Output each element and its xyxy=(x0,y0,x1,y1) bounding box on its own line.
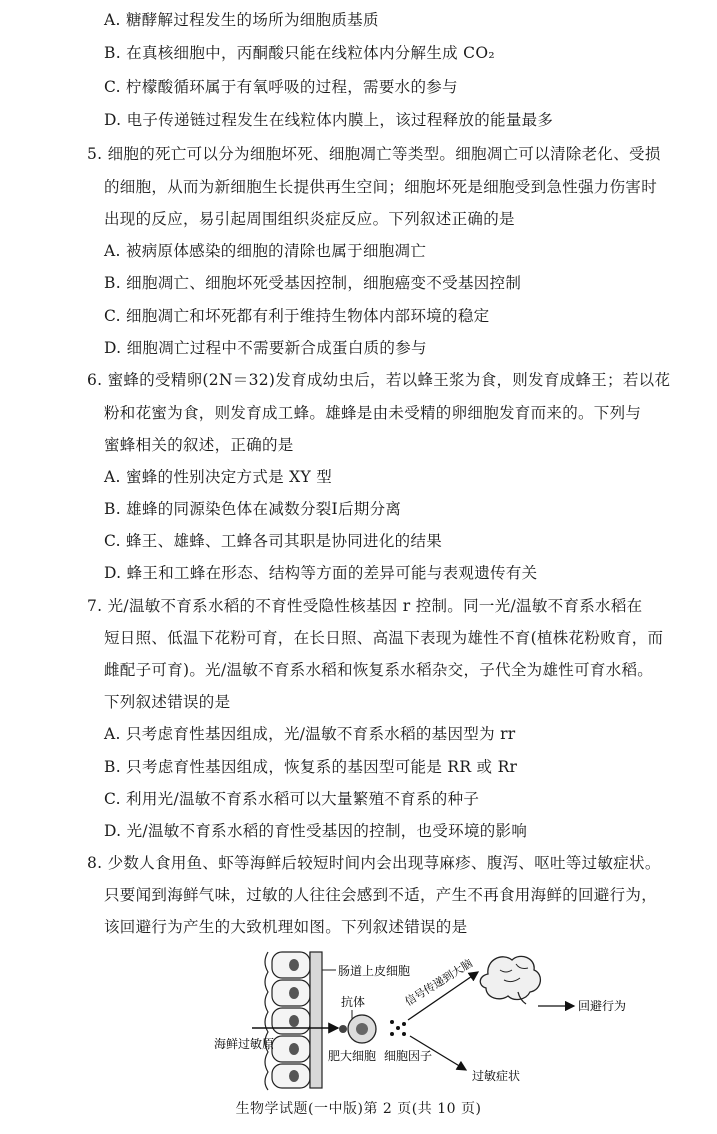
allergen-label: 海鲜过敏原 xyxy=(214,1037,275,1051)
q6-option-d: D. 蜂王和工蜂在形态、结构等方面的差异可能与表观遗传有关 xyxy=(104,564,538,582)
q8-stem-line: 8. 少数人食用鱼、虾等海鲜后较短时间内会出现荨麻疹、腹泻、呕吐等过敏症状。 xyxy=(87,854,661,872)
q5-option-a: A. 被病原体感染的细胞的清除也属于细胞凋亡 xyxy=(104,242,427,260)
mast-cell xyxy=(339,1015,376,1043)
q6-stem-line: 粉和花蜜为食，则发育成工蜂。雄蜂是由未受精的卵细胞发育而来的。下列与 xyxy=(104,404,642,422)
q6-option-b: B. 雄蜂的同源染色体在减数分裂Ⅰ后期分离 xyxy=(104,500,402,518)
q4-option-d: D. 电子传递链过程发生在线粒体内膜上，该过程释放的能量最多 xyxy=(104,111,554,129)
antibody-label: 抗体 xyxy=(341,995,366,1009)
q7-stem-line: 短日照、低温下花粉可育，在长日照、高温下表现为雄性不育(植株花粉败育，而 xyxy=(104,629,664,647)
avoidance-label: 回避行为 xyxy=(578,999,627,1013)
q6-stem-line: 6. 蜜蜂的受精卵(2N＝32)发育成幼虫后，若以蜂王浆为食，则发育成蜂王；若以花 xyxy=(87,371,671,389)
allergy-mechanism-figure xyxy=(0,948,717,1092)
mast-cell-label: 肥大细胞 xyxy=(328,1049,377,1063)
q6-option-a: A. 蜜蜂的性别决定方式是 XY 型 xyxy=(104,468,333,486)
signal-label: 信号传递到大脑 xyxy=(402,956,475,1009)
q7-stem-line: 下列叙述错误的是 xyxy=(104,693,231,711)
brain-icon xyxy=(480,956,540,1004)
q7-stem-line: 雌配子可育)。光/温敏不育系水稻和恢复系水稻杂交，子代全为雄性可育水稻。 xyxy=(104,661,654,679)
q7-option-c: C. 利用光/温敏不育系水稻可以大量繁殖不育系的种子 xyxy=(104,790,480,808)
q7-option-a: A. 只考虑育性基因组成，光/温敏不育系水稻的基因型为 rr xyxy=(104,725,516,743)
q4-option-a: A. 糖酵解过程发生的场所为细胞质基质 xyxy=(104,11,379,29)
q6-stem-line: 蜜蜂相关的叙述，正确的是 xyxy=(104,436,294,454)
cell-factor-label: 细胞因子 xyxy=(384,1049,433,1063)
q4-option-b: B. 在真核细胞中，丙酮酸只能在线粒体内分解生成 CO₂ xyxy=(104,44,495,62)
q7-option-d: D. 光/温敏不育系水稻的育性受基因的控制，也受环境的影响 xyxy=(104,822,528,840)
q5-stem-line: 出现的反应，易引起周围组织炎症反应。下列叙述正确的是 xyxy=(104,210,515,228)
q8-stem-line: 只要闻到海鲜气味，过敏的人往往会感到不适，产生不再食用海鲜的回避行为， xyxy=(104,886,658,904)
q8-stem-line: 该回避行为产生的大致机理如图。下列叙述错误的是 xyxy=(104,918,468,936)
q5-option-c: C. 细胞凋亡和坏死都有利于维持生物体内部环境的稳定 xyxy=(104,307,490,325)
q4-option-c: C. 柠檬酸循环属于有氧呼吸的过程，需要水的参与 xyxy=(104,78,458,96)
q5-stem-line: 的细胞，从而为新细胞生长提供再生空间；细胞坏死是细胞受到急性强力伤害时 xyxy=(104,178,658,196)
q6-option-c: C. 蜂王、雄蜂、工蜂各司其职是协同进化的结果 xyxy=(104,532,443,550)
epithelial-cell-label: 肠道上皮细胞 xyxy=(338,964,411,978)
q7-option-b: B. 只考虑育性基因组成，恢复系的基因型可能是 RR 或 Rr xyxy=(104,758,518,776)
symptom-label: 过敏症状 xyxy=(472,1069,521,1083)
q5-option-d: D. 细胞凋亡过程中不需要新合成蛋白质的参与 xyxy=(104,339,427,357)
q5-stem-line: 5. 细胞的死亡可以分为细胞坏死、细胞凋亡等类型。细胞凋亡可以清除老化、受损 xyxy=(87,145,661,163)
q5-option-b: B. 细胞凋亡、细胞坏死受基因控制，细胞癌变不受基因控制 xyxy=(104,274,522,292)
cell-factor-dots xyxy=(390,1020,406,1036)
page-footer: 生物学试题(一中版)第 2 页(共 10 页) xyxy=(235,1101,482,1117)
q7-stem-line: 7. 光/温敏不育系水稻的不育性受隐性核基因 r 控制。同一光/温敏不育系水稻在 xyxy=(87,597,643,615)
